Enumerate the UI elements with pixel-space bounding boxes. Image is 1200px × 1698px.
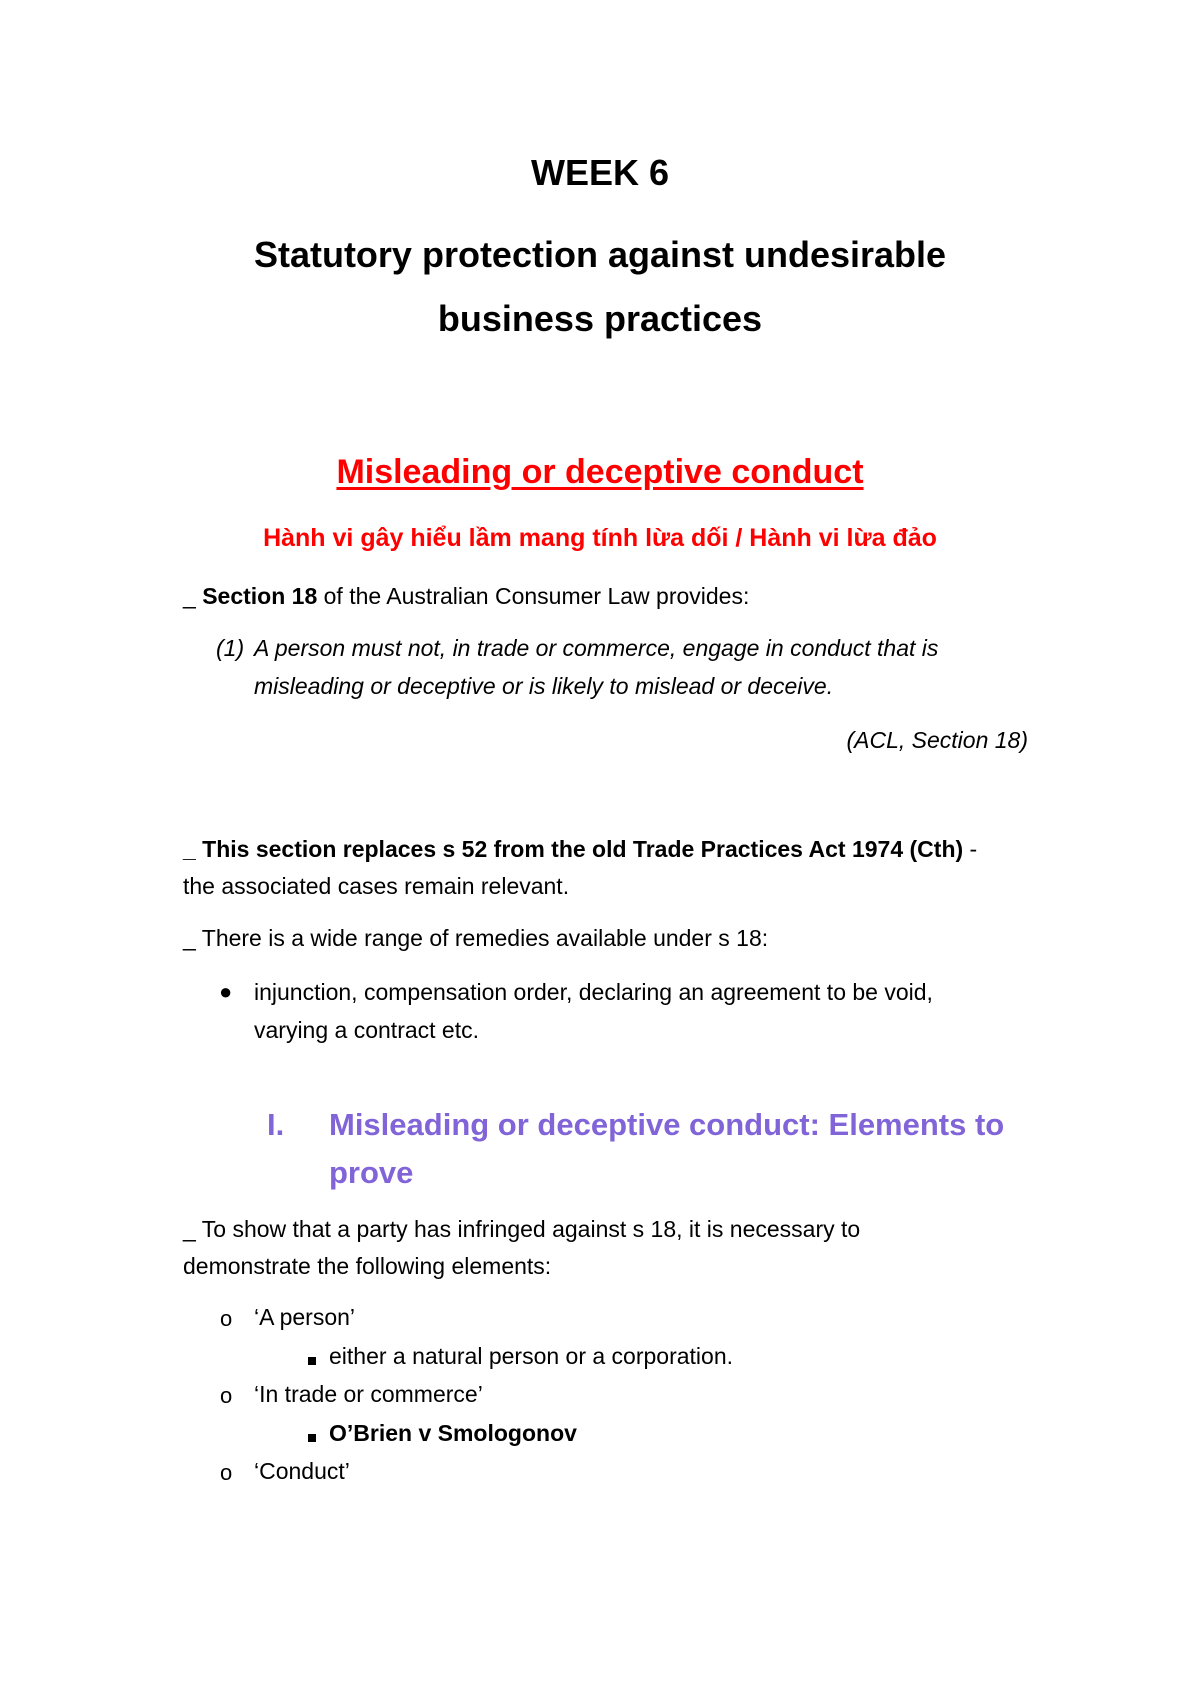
section-heading: Misleading or deceptive conduct [336,453,864,491]
list-marker-o: o [220,1383,233,1408]
quote-line-2: misleading or deceptive or is likely to mislead or deceive. [254,673,834,699]
week-title: WEEK 6 [530,152,670,193]
section-subheading-vietnamese: Hành vi gây hiểu lầm mang tính lừa dối / Hành vi lừa đảo [263,524,937,552]
replaces-line-2: the associated cases remain relevant. [183,873,570,899]
square-bullet-icon [308,1434,316,1442]
heading-1-number: I. [267,1107,285,1142]
document-title-line-1: Statutory protection against undesirable [253,234,947,275]
replaces-dash: - [963,836,978,862]
element-a-person: ‘A person’ [254,1304,356,1330]
quote-citation: (ACL, Section 18) [846,727,1028,753]
quote-number: (1) [216,635,245,661]
list-marker-o: o [220,1460,233,1485]
intro-prefix: _ [183,583,203,609]
heading-1-line-2: prove [329,1155,414,1190]
square-bullet-icon [308,1357,316,1365]
element-a-person-detail: either a natural person or a corporation. [329,1343,734,1369]
list-marker-o: o [220,1306,233,1331]
remedies-bullet-line-1: injunction, compensation order, declaring an agreement to be void, [254,979,933,1005]
replaces-line-1 [183,836,977,863]
elements-intro-line-2: demonstrate the following elements: [183,1253,552,1279]
heading-1-line-1: Misleading or deceptive conduct: Elements to [329,1107,1005,1142]
case-obrien-v-smologonov: O’Brien v Smologonov [329,1420,577,1446]
elements-intro-line-1: _ To show that a party has infringed against s 18, it is necessary to [183,1216,861,1242]
document-title-line-2: business practices [437,298,763,339]
element-conduct: ‘Conduct’ [254,1458,350,1484]
element-trade-or-commerce: ‘In trade or commerce’ [254,1381,483,1407]
intro-rest: of the Australian Consumer Law provides: [317,583,750,609]
bullet-dot-icon: ● [219,979,233,1004]
remedies-intro: _ There is a wide range of remedies available under s 18: [183,925,769,951]
quote-line-1: A person must not, in trade or commerce, engage in conduct that is [254,635,939,661]
remedies-bullet-line-2: varying a contract etc. [254,1017,479,1043]
replaces-bold-text: _ This section replaces s 52 from the old Trade Practices Act 1974 (Cth) [183,836,964,862]
section-18-intro [183,583,749,610]
section-18-reference: Section 18 [202,583,318,609]
